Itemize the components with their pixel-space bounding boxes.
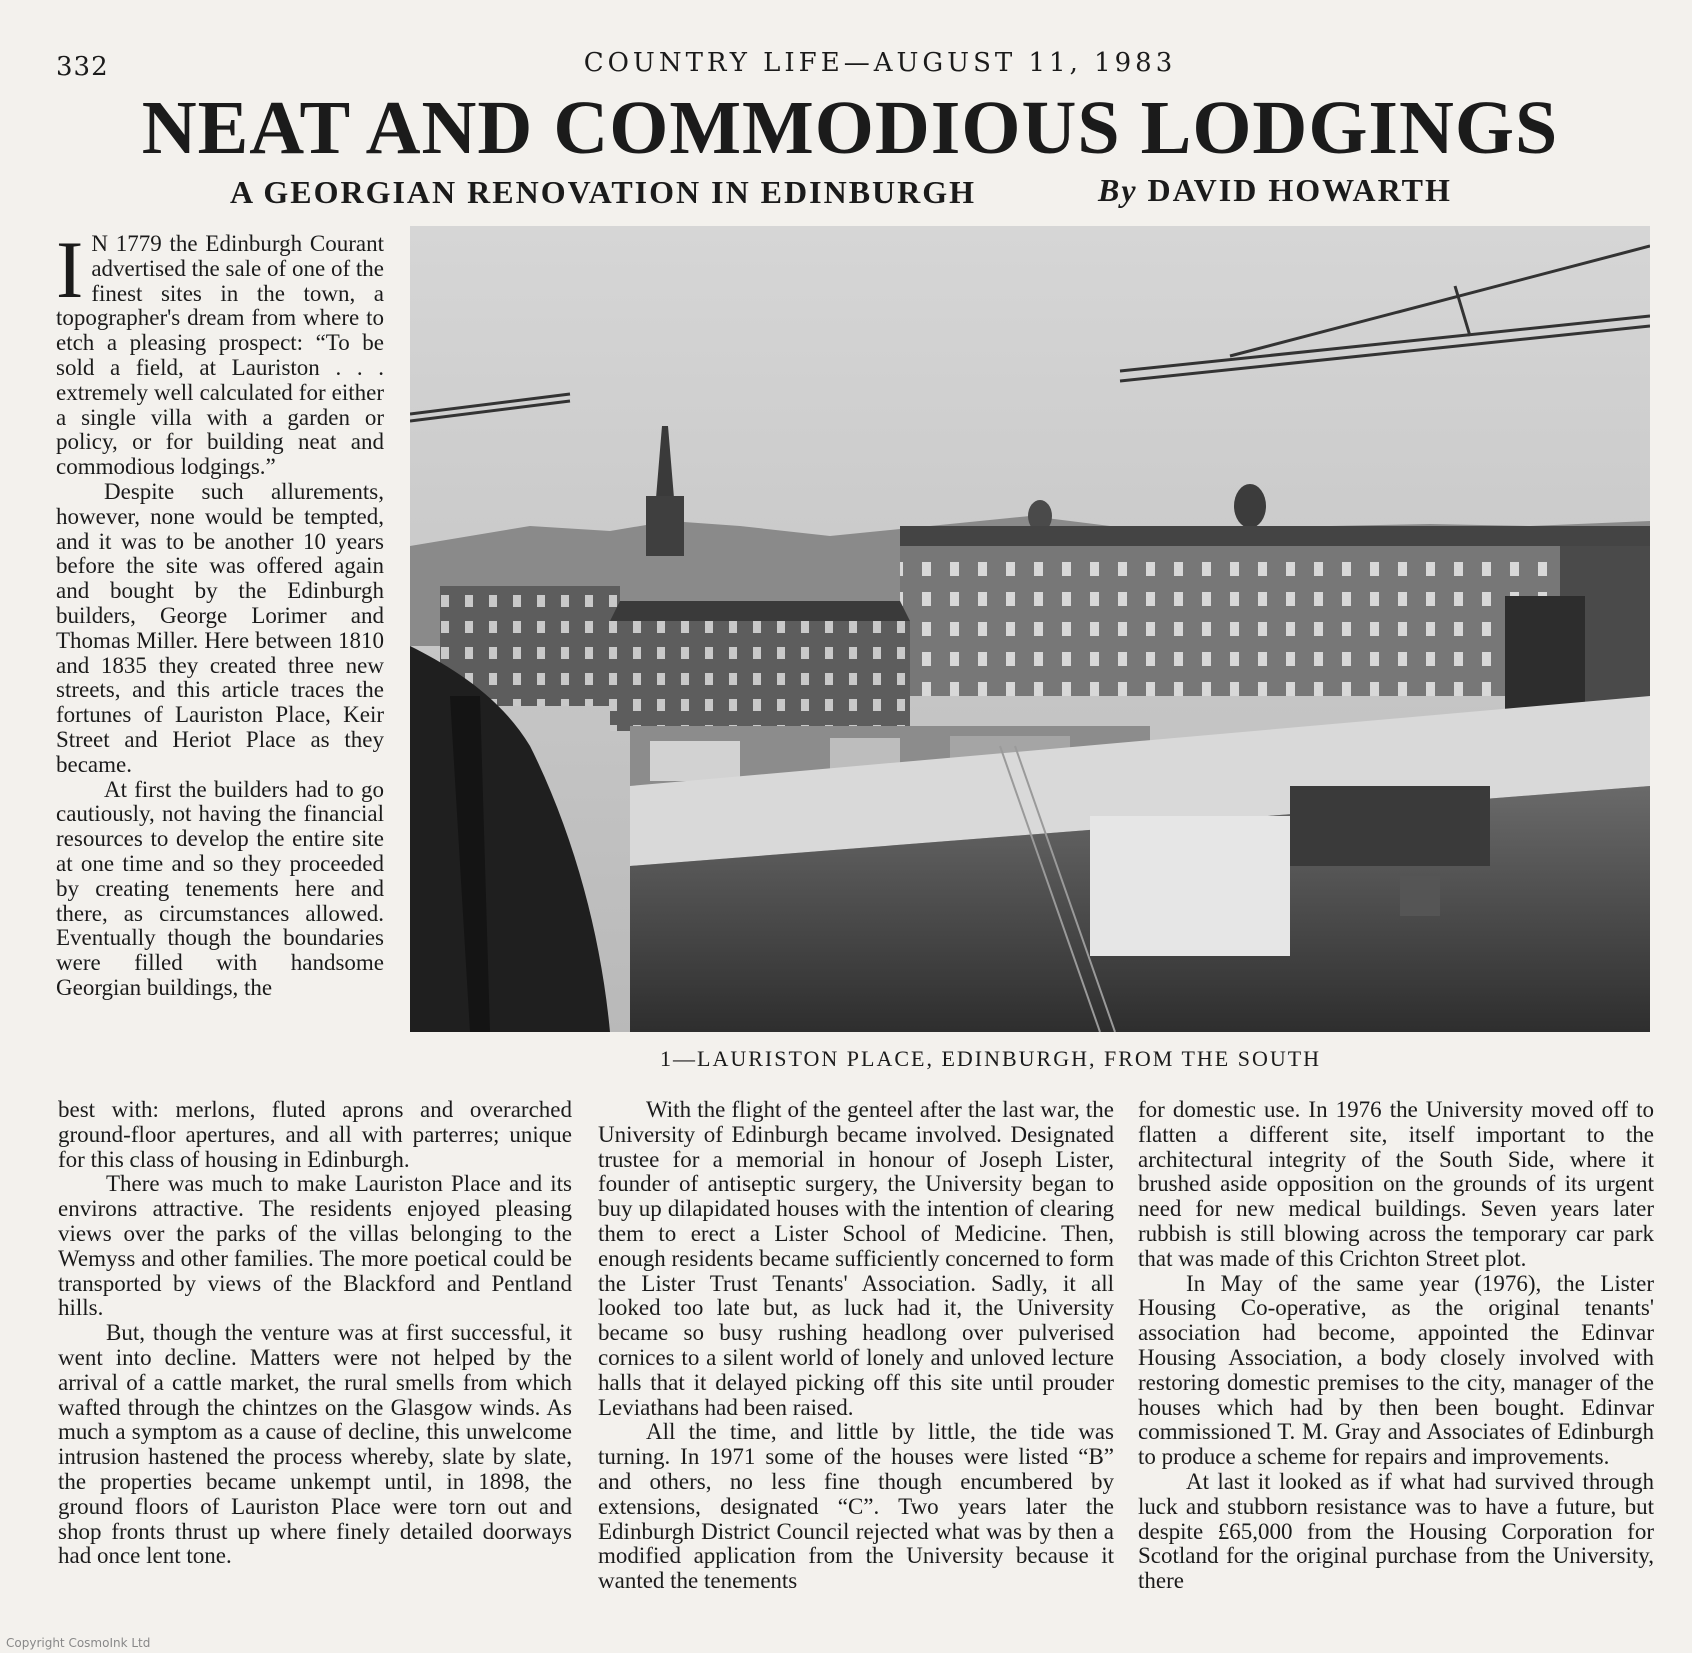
running-head: COUNTRY LIFE—AUGUST 11, 1983 (583, 48, 1177, 78)
paragraph-2: Despite such allurements, however, none would be tempted, and it was to be another 10 years before the site was offered again and bought by the Edinburgh builders, George Lorimer and Thomas Miller. Here between 1810 and 1835 they created three new streets, and this article traces the fortunes of Lauriston Place, Keir Street and Heriot Place as they became. (56, 478, 384, 777)
watermark: Copyright CosmoInk Ltd (6, 1636, 151, 1650)
paragraph-9: At last it looked as if what had survived through luck and stubborn resistance was to have a future, but despite £65,000 from the Housing Corporation for Scotland for the original purchase from the University, there (1138, 1468, 1654, 1594)
paragraph-1-text: N 1779 the Edinburgh Courant advertised the sale of one of the finest sites in the town, a topographer's dream from where to etch a pleasing prospect: “To be sold a field, at Lauriston . . . extremely well calculated for either a single villa with a garden or policy, or for building neat and commodious lodgings.” (56, 231, 384, 480)
column-1-bottom (58, 1098, 572, 1569)
lauriston-place-photo (410, 226, 1650, 1032)
dropcap: I (56, 224, 84, 315)
paragraph-8: In May of the same year (1976), the Lister Housing Co-operative, as the original tenants' association had become, appointed the Edinvar Housing Association, a body closely involved with restoring domestic premises to the city, manager of the houses which had by then been bought. Edinvar commissioned T. M. Gray and Associates of Edinburgh to produce a scheme for repairs and improvements. (1138, 1270, 1654, 1470)
paragraph-6: With the flight of the genteel after the last war, the University of Edinburgh became involved. Designated trustee for a memorial in honour of Joseph Lister, founder of antiseptic surgery, the University began to buy up dilapidated houses with the intention of clearing them to erect a Lister School of Medicine. Then, enough residents became sufficiently concerned to form the Lister Trust Tenants' Association. Sadly, it all looked too late but, as luck had it, the University became so busy rushing headlong over pulverised cornices to a silent world of lonely and unloved lecture halls that it delayed picking off this site until prouder Leviathans had been raised. (598, 1097, 1114, 1420)
paragraph-5: But, though the venture was at first successful, it went into decline. Matters were not helped by the arrival of a cattle market, the rural smells from which wafted through the chintzes on the Glasgow winds. As much a symptom as a cause of decline, this unwelcome intrusion hastened the process whereby, slate by slate, the properties became unkempt until, in 1898, the ground floors of Lauriston Place were torn out and shop fronts thrust up where finely detailed doorways had once lent tone. (58, 1320, 572, 1569)
headline: NEAT AND COMMODIOUS LODGINGS (141, 86, 1559, 170)
subhead: A GEORGIAN RENOVATION IN EDINBURGH (230, 174, 977, 210)
page-number: 332 (56, 52, 109, 82)
byline-prefix: By (1098, 172, 1138, 208)
paragraph-7: All the time, and little by little, the tide was turning. In 1971 some of the houses were listed “B” and others, no less fine though encumbered by extensions, designated “C”. Two years later the Edinburgh District Council rejected what was by then a modified application from the University because it wanted the tenements (598, 1419, 1114, 1594)
paragraph-4: There was much to make Lauriston Place and its environs attractive. The residents enjoyed pleasing views over the parks of the villas belonging to the Wemyss and other families. The more poetical could be transported by views of the Blackford and Pentland hills. (58, 1171, 572, 1321)
byline-author: DAVID HOWARTH (1147, 172, 1452, 208)
figure-caption: 1—LAURISTON PLACE, EDINBURGH, FROM THE SOUTH (660, 1046, 1322, 1071)
paragraph-3: At first the builders had to go cautiously, not having the financial resources to develop the entire site at one time and so they proceeded by creating tenements here and there, as circumstances allowed. Eventually though the boundaries were filled with handsome Georgian buildings, the (56, 776, 384, 1000)
paragraph-7-cont: for domestic use. In 1976 the University moved off to flatten a different site, itself important to the architectural integrity of the South Side, where it brushed aside opposition on the grounds of its urgent need for new medical buildings. Seven years later rubbish is still blowing across the temporary car park that was made of this Crichton Street plot. (1138, 1097, 1654, 1271)
paragraph-1 (56, 224, 384, 480)
column-1-top (56, 224, 384, 1001)
paragraph-3-cont: best with: merlons, fluted aprons and overarched ground-floor apertures, and all with parterres; unique for this class of housing in Edinburgh. (58, 1097, 572, 1172)
column-2 (598, 1098, 1114, 1594)
column-3 (1138, 1098, 1654, 1594)
byline (1098, 172, 1452, 209)
